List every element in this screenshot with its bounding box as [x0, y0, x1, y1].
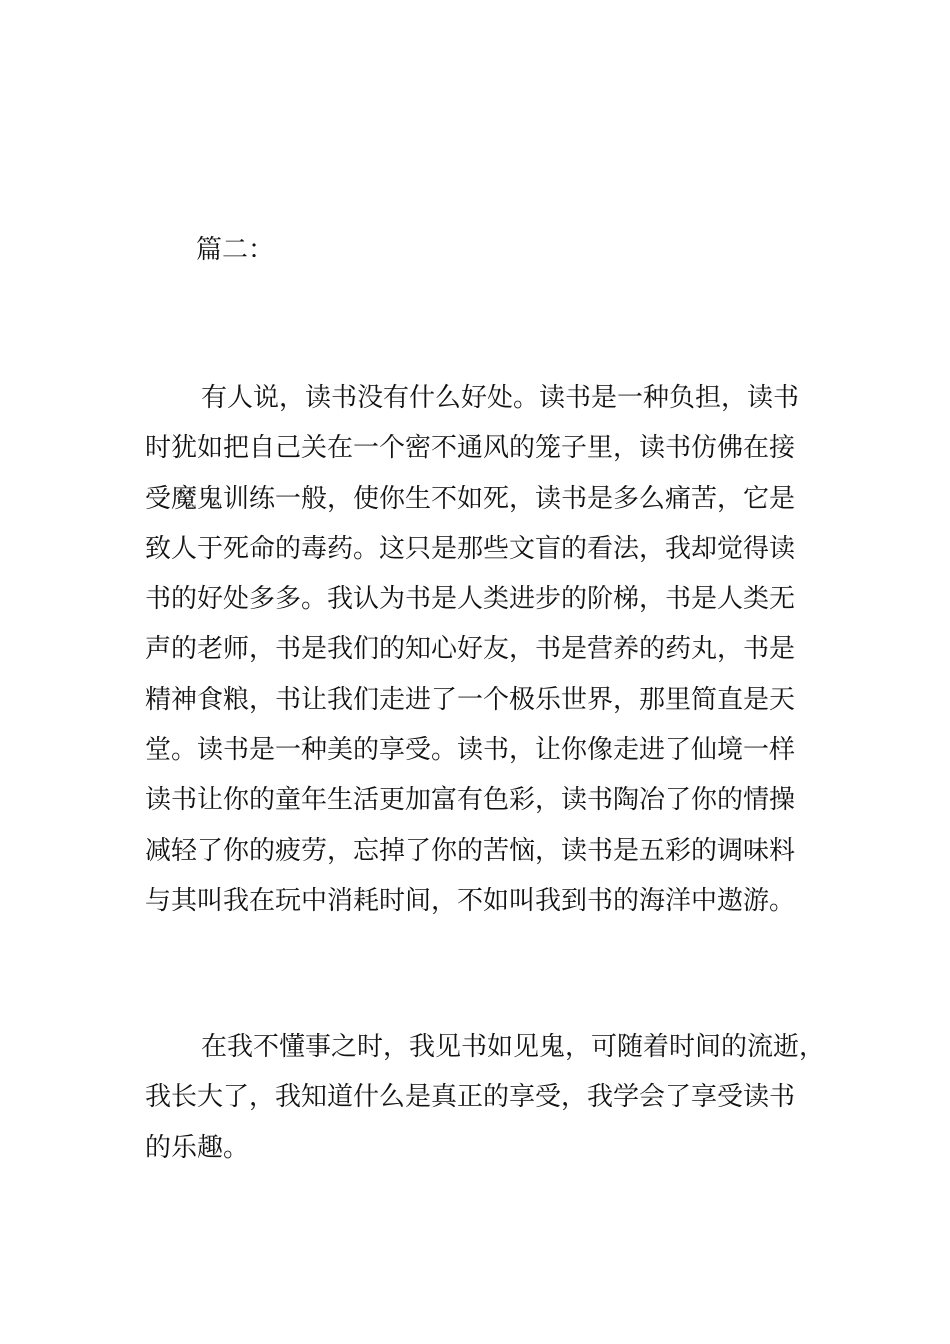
text-line: 的乐趣。 [145, 1132, 250, 1163]
paragraph [145, 380, 799, 933]
text-line: 书的好处多多。我认为书是人类进步的阶梯，书是人类无 [145, 584, 796, 615]
text-line: 在我不懂事之时，我见书如见鬼，可随着时间的流逝， [201, 1032, 826, 1062]
text-line: 致人于死命的毒药。这只是那些文盲的看法，我却觉得读 [145, 533, 796, 564]
text-line: 有人说，读书没有什么好处。读书是一种负担，读书 [201, 383, 800, 413]
text-line: 精神食粮，书让我们走进了一个极乐世界，那里简直是天 [145, 684, 796, 715]
text-line: 读书让你的童年生活更加富有色彩，读书陶冶了你的情操 [145, 785, 796, 816]
text-line: 堂。读书是一种美的享受。读书，让你像走进了仙境一样 [145, 735, 796, 766]
section-heading: 篇二： [196, 235, 275, 265]
text-line: 与其叫我在玩中消耗时间，不如叫我到书的海洋中遨游。 [145, 885, 796, 916]
text-line: 声的老师，书是我们的知心好友，书是营养的药丸，书是 [145, 634, 796, 665]
text-line: 时犹如把自己关在一个密不通风的笼子里，读书仿佛在接 [145, 433, 796, 464]
text-line: 受魔鬼训练一般，使你生不如死，读书是多么痛苦，它是 [145, 483, 796, 514]
text-line: 减轻了你的疲劳，忘掉了你的苦恼，读书是五彩的调味料 [145, 835, 796, 866]
text-line: 我长大了，我知道什么是真正的享受，我学会了享受读书 [145, 1082, 796, 1113]
paragraph [145, 1029, 825, 1180]
